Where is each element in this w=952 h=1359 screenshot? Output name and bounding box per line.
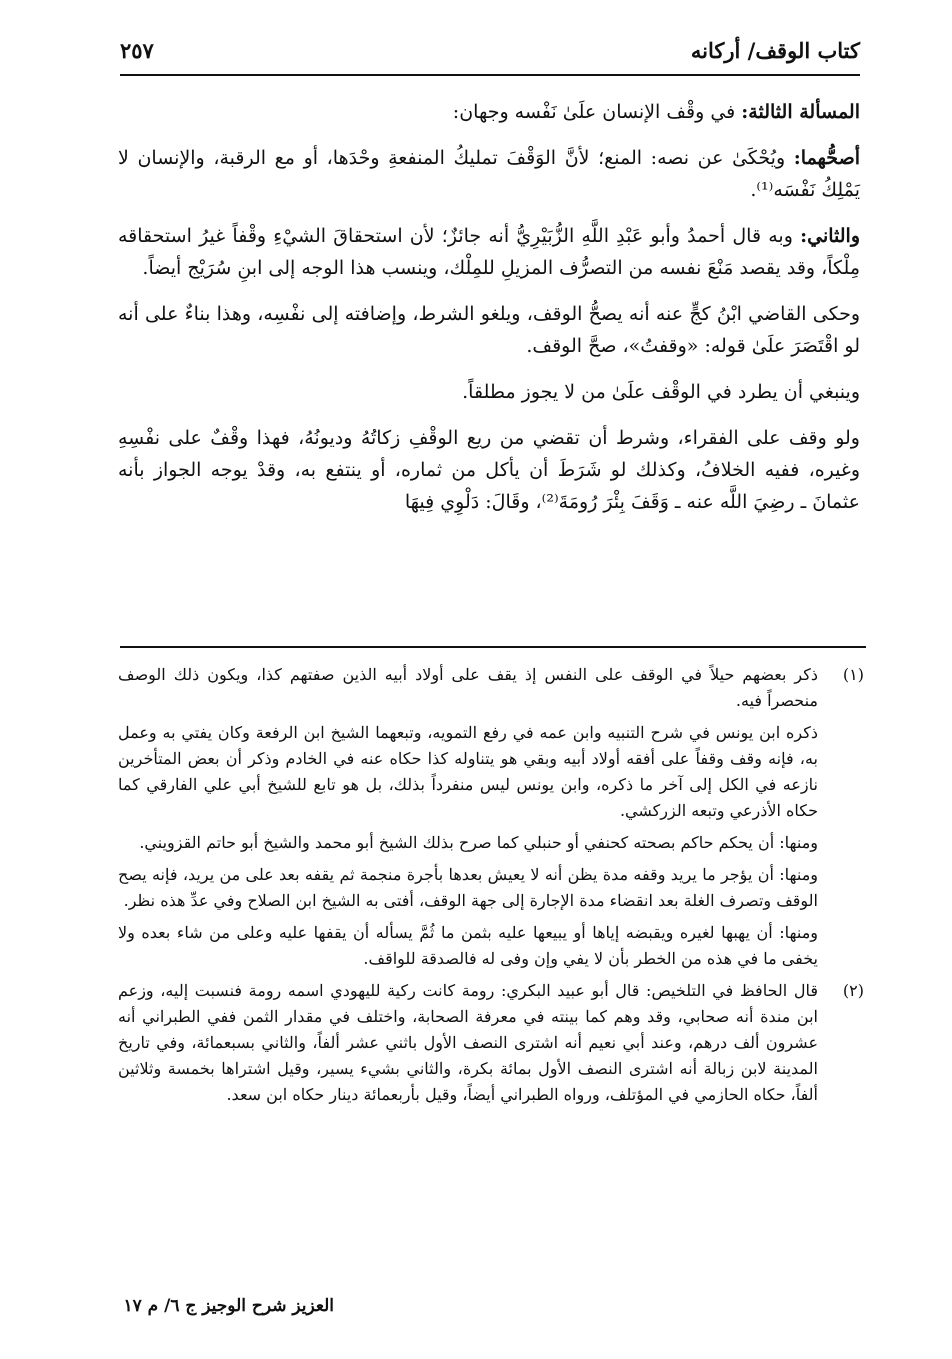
footnote-2-text: قال الحافظ في التلخيص: قال أبو عبيد البكري: رومة كانت ركية لليهودي اسمه رومة فنسبت إليه، وزعم ابن مندة أنه صحابي، وقد وهم كما بينته في معرفة الصحابة، واختلف في مقدار الثمن ففي الطبراني أنه عشرون ألف درهم، وعند أبي نعيم أنه اشترى النصف الأول باثني عشر ألفاً، والثاني بسبعمائة، وفي تاريخ المدينة لابن زبالة أنه اشترى النصف الأول بمائة بكرة، والثاني بشيء يسير، وقيل اشتراها بخمسة وثلاثين ألفاً، حكاه الحازمي في المؤتلف، ورواه الطبراني أيضاً، وقيل بأربعمائة دينار حكاه ابن سعد. [118, 981, 818, 1104]
second-view-heading: والثاني: [800, 225, 860, 247]
footnote-1-part: ومنها: أن يهبها لغيره ويقبضه إياها أو يبيعها عليه بثمن ما ثُمَّ يسأله أن يقفها عليه وعلى من شاء بعده ولا يخفى ما في هذه من الخطر بأن لا يفي وإن وفى له فالصدقة للواقف. [118, 923, 818, 968]
footnote-1-part: ذكر بعضهم حيلاً في الوقف على النفس إذ يقف على أولاد أبيه الذين صفتهم كذا، ويكون ذلك الوصف منحصراً فيه. [118, 665, 818, 710]
running-title: كتاب الوقف/ أركانه [690, 38, 860, 63]
footnotes [118, 662, 864, 1114]
paragraph-issue-three [118, 96, 860, 128]
paragraph-poor-endowment: ولو وقف على الفقراء، وشرط أن تقضي من ريع الوقْفِ زكاتُهُ وديونُهُ، فهذا وقْفٌ على نفْسِهِ وغيره، ففيه الخلافُ، وكذلك لو شَرَطَ أن يأكل من ثماره، أو ينتفع به، وقدْ يوجه الجواز بأنه عثمانَ ـ رضِيَ اللَّه عنه ـ وَقَفَ بِئْرَ رُومَةَ⁽²⁾، وقَالَ: دَلْوِي فِيهَا [118, 427, 860, 513]
first-view-heading: أصحُّهما: [793, 147, 860, 169]
paragraph-first-view [118, 142, 860, 206]
main-text [118, 96, 860, 532]
footnote-1-part: ومنها: أن يؤجر ما يريد وقفه مدة يظن أنه لا يعيش بعدها بأجرة منجمة ثم يقفه بعد على من يريد، فإنه يصح الوقف وتصرف الغلة بعد انقضاء مدة الإجارة إلى جهة الوقف، أفتى به الشيخ ابن الصلاح وفي عدِّ هذه نظر. [118, 865, 818, 910]
footnote-divider [120, 646, 866, 648]
footnote-1-number: (١) [842, 665, 864, 684]
paragraph-extension: وينبغي أن يطرد في الوقْف علَىٰ من لا يجوز مطلقاً. [462, 381, 860, 403]
first-view-text: ويُحْكَىٰ عن نصه: المنع؛ لأنَّ الوَقْفَ تمليكُ المنفعةِ وحْدَها، أو مع الرقبة، والإنسان لا يَمْلِكُ نَفْسَه⁽¹⁾. [118, 147, 860, 201]
footnote-1-part: ومنها: أن يحكم حاكم بصحته كحنفي أو حنبلي كما صرح بذلك الشيخ أبو محمد والشيخ أبو حاتم القزويني. [139, 833, 818, 852]
footnote-2-number: (٢) [842, 981, 864, 1000]
page-number: ٢٥٧ [120, 38, 154, 63]
book-signature: العزيز شرح الوجيز ج ٦/ م ١٧ [123, 1296, 334, 1316]
issue-text: في وقْف الإنسان علَىٰ نَفْسه وجهان: [452, 101, 742, 123]
footnote-1-part: ذكره ابن يونس في شرح التنبيه وابن عمه في رفع التمويه، وتبعهما الشيخ ابن الرفعة وكان يفتي به وعمل به، فإنه وقف وقفاً على أفقه أولاد أبيه وبقي هو يتناوله كذا حكاه عنه في الخادم وذكر أن بعض المتأخرين نازعه في الكل إلى آخر ما ذكره، وابن يونس ليس منفرداً بذلك، بل هو تابع للشيخ أبي علي الفارقي كما حكاه الأذرعي وتبعه الزركشي. [118, 723, 818, 820]
second-view-text: وبه قال أحمدُ وأبو عَبْدِ اللَّهِ الزُّبَيْرِيُّ أنه جائزٌ؛ لأن استحقاقَ الشيْءِ وقْفاً غيرُ استحقاقه مِلْكاً، وقد يقصد مَنْعَ نفسه من التصرُّف المزيلِ للمِلْك، وينسب هذا الوجه إلى ابنِ سُرَيْج أيضاً. [118, 225, 860, 279]
footnote-1 [118, 662, 864, 972]
paragraph-qadi-report: وحكى القاضي ابْنُ كجٍّ عنه أنه يصحُّ الوقف، ويلغو الشرط، وإضافته إلى نفْسِه، وهذا بناءٌ على أنه لو اقْتَصَرَ علَىٰ قوله: «وقفتُ»، صحَّ الوقف. [118, 303, 860, 357]
page-header [120, 38, 860, 76]
issue-heading: المسألة الثالثة: [741, 101, 860, 123]
footnote-2 [118, 978, 864, 1108]
paragraph-second-view [118, 220, 860, 284]
